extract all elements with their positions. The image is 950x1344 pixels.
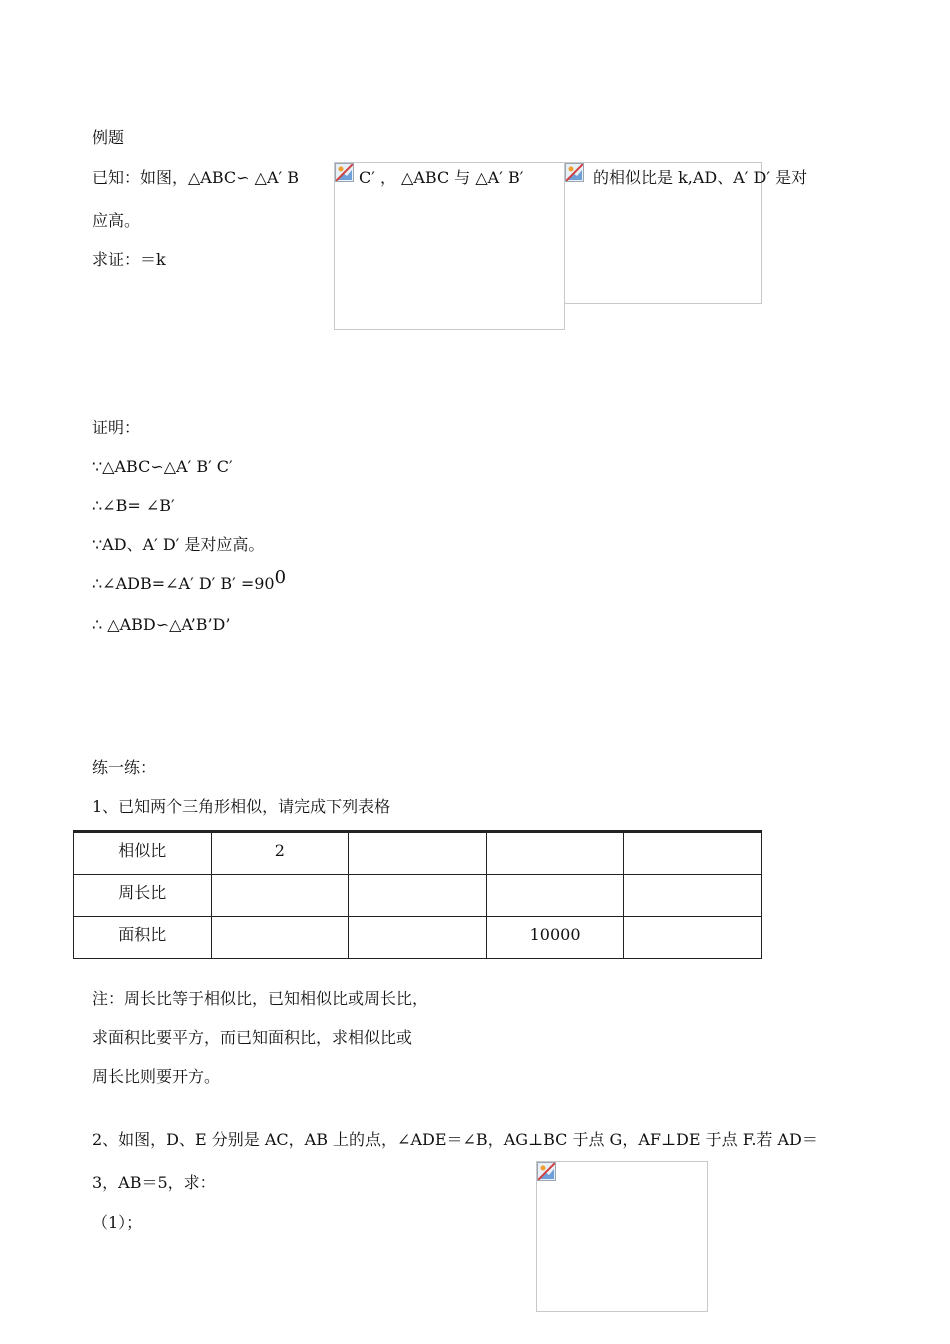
ratio-table (73, 830, 762, 959)
given-text-2: C′ ， △ABC 与 △A′ B′ (359, 168, 524, 187)
proof-heading: 证明： (92, 418, 141, 437)
proof-line (92, 567, 287, 594)
question-2-cont: 3，AB＝5，求： (92, 1173, 216, 1192)
note-line: 求面积比要平方，而已知面积比，求相似比或 (92, 1028, 413, 1047)
figure-frame-3 (536, 1161, 708, 1312)
table-cell (624, 875, 762, 917)
table-cell (624, 917, 762, 959)
example-heading: 例题 (92, 128, 125, 147)
broken-image-icon (565, 163, 584, 182)
table-cell: 2 (211, 832, 349, 875)
table-cell: 周长比 (74, 875, 212, 917)
table-row (74, 917, 762, 959)
table-cell (624, 832, 762, 875)
proof-line-text: ∴∠ADB=∠A′ D′ B′ =90 (92, 574, 275, 593)
table-cell: 面积比 (74, 917, 212, 959)
broken-image-icon (537, 1162, 556, 1181)
given-text-3: 的相似比是 k,AD、A′ D′ 是对 (593, 168, 808, 187)
given-text-4: 应高。 (92, 211, 141, 230)
table-cell: 10000 (486, 917, 624, 959)
table-cell (486, 875, 624, 917)
given-text-1: 已知：如图，△ABC∽ △A′ B (92, 168, 299, 187)
table-cell (349, 832, 487, 875)
table-cell (211, 917, 349, 959)
table-cell: 相似比 (74, 832, 212, 875)
note-line: 周长比则要开方。 (92, 1067, 221, 1086)
question-2: 2、如图，D、E 分别是 AC，AB 上的点，∠ADE＝∠B，AG⊥BC 于点 G，AF⊥DE 于点 F.若 AD＝ (92, 1130, 818, 1149)
table-row (74, 875, 762, 917)
table-cell (349, 917, 487, 959)
broken-image-icon (335, 163, 354, 182)
prove-statement: 求证：＝k (92, 250, 166, 269)
proof-line: ∵△ABC∽△A′ B′ C′ (92, 457, 233, 476)
question-1: 1、已知两个三角形相似，请完成下列表格 (92, 797, 391, 816)
proof-line: ∵AD、A′ D′ 是对应高。 (92, 535, 265, 554)
table-row (74, 832, 762, 875)
note-line: 注：周长比等于相似比，已知相似比或周长比， (92, 989, 429, 1008)
proof-line: ∴ △ABD∽△A’B’D’ (92, 615, 231, 634)
question-2-part-1: （1）； (92, 1213, 143, 1232)
practice-heading: 练一练： (92, 758, 157, 777)
table-cell (486, 832, 624, 875)
table-cell (349, 875, 487, 917)
table-cell (211, 875, 349, 917)
proof-line: ∴∠B= ∠B′ (92, 496, 175, 515)
degree-mark: 0 (274, 567, 287, 588)
